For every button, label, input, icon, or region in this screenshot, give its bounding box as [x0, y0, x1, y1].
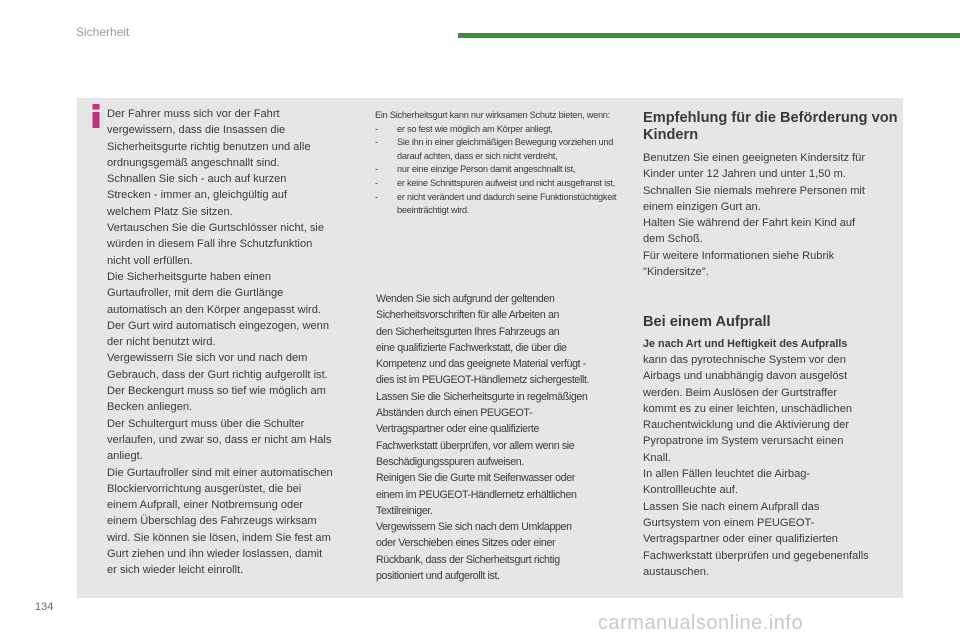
list-item: - nur eine einzige Person damit angeschnallt ist,	[375, 163, 637, 177]
section-accent-bar	[458, 33, 960, 38]
heading-collision: Bei einem Aufprall	[643, 314, 771, 330]
child-transport-text: Benutzen Sie einen geeigneten Kindersitz für Kinder unter 12 Jahren und unter 1,50 m. Schnallen Sie niemals mehrere Personen mit einem einzigen Gurt an. Halten Sie während der Fahrt kein Kind auf dem Schoß. Für weitere Informationen siehe Rubrik "Kindersitze".	[643, 152, 866, 279]
heading-child-transport: Empfehlung für die Beförderung von Kindern	[643, 110, 898, 143]
page-number: 134	[35, 601, 54, 613]
section-title: Sicherheit	[76, 25, 130, 39]
seatbelt-conditions	[375, 109, 637, 218]
info-column-1: Der Fahrer muss sich vor der Fahrt vergewissern, dass die Insassen die Sicherheitsgurte richtig benutzen und alle ordnungsgemäß angeschnallt sind. Schnallen Sie sich - auch auf kurzen Strecken - immer an, gleichgültig auf welchem Platz Sie sitzen. Vertauschen Sie die Gurtschlösser nicht, sie würden in diesem Fall ihre Schutzfunktion nicht voll erfüllen. Die Sicherheitsgurte haben einen Gurtaufroller, mit dem die Gurtlänge automatisch an den Körper angepasst wird. Der Gurt wird automatisch eingezogen, wenn der nicht benutzt wird. Vergewissern Sie sich vor und nach dem Gebrauch, dass der Gurt richtig aufgerollt ist. Der Beckengurt muss so tief wie möglich am Becken anliegen. Der Schultergurt muss über die Schulter verlaufen, und zwar so, dass er nicht am Hals anliegt. Die Gurtaufroller sind mit einer automatischen Blockiervorrichtung ausgerüstet, die bei einem Aufprall, einer Notbremsung oder einem Überschlag des Fahrzeugs wirksam wird. Sie können sie lösen, indem Sie fest am Gurt ziehen und ihn wieder loslassen, damit er sich wieder leicht einrollt.	[107, 108, 333, 577]
seatbelt-conditions-intro: Ein Sicherheitsgurt kann nur wirksamen Schutz bieten, wenn:	[375, 110, 610, 120]
watermark: carmanualsonline.info	[598, 612, 804, 634]
list-item: - er nicht verändert und dadurch seine Funktionstüchtigkeit beeinträchtigt wird.	[375, 191, 637, 218]
info-column-2: Wenden Sie sich aufgrund der geltenden Sicherheitsvorschriften für alle Arbeiten an den Sicherheitsgurten Ihres Fahrzeugs an eine qualifizierte Fachwerkstatt, die über die Kompetenz und das geeignete Material verfügt - dies ist im PEUGEOT-Händlernetz sichergestellt. Lassen Sie die Sicherheitsgurte in regelmäßigen Abständen durch einen PEUGEOT- Vertragspartner oder eine qualifizierte Fachwerkstatt überprüfen, vor allem wenn sie Beschädigungsspuren aufweisen. Reinigen Sie die Gurte mit Seifenwasser oder einem im PEUGEOT-Händlernetz erhältlichen Textilreiniger. Vergewissern Sie sich nach dem Umklappen oder Verschieben eines Sitzes oder einer Rückbank, dass der Sicherheitsgurt richtig positioniert und aufgerollt ist.	[376, 293, 590, 583]
list-item: - Sie ihn in einer gleichmäßigen Bewegung vorziehen und darauf achten, dass er sich nicht verdreht,	[375, 136, 637, 163]
info-icon	[86, 103, 106, 129]
list-item: - er keine Schnittspuren aufweist und nicht ausgefranst ist,	[375, 177, 637, 191]
seatbelt-conditions-list	[375, 123, 637, 218]
collision-subheading: Je nach Art und Heftigkeit des Aufpralls	[643, 338, 848, 350]
list-item: - er so fest wie möglich am Körper anliegt,	[375, 123, 637, 137]
collision-text: kann das pyrotechnische System vor den Airbags und unabhängig davon ausgelöst werden. Beim Auslösen der Gurtstraffer kommt es zu einer leichten, unschädlichen Rauchentwicklung und die Aktivierung der Pyropatrone im System verursacht einen Knall. In allen Fällen leuchtet die Airbag- Kontrollleuchte auf. Lassen Sie nach einem Aufprall das Gurtsystem von einem PEUGEOT- Vertragspartner oder einer qualifizierten Fachwerkstatt überprüfen und gegebenenfalls austauschen.	[643, 354, 869, 578]
